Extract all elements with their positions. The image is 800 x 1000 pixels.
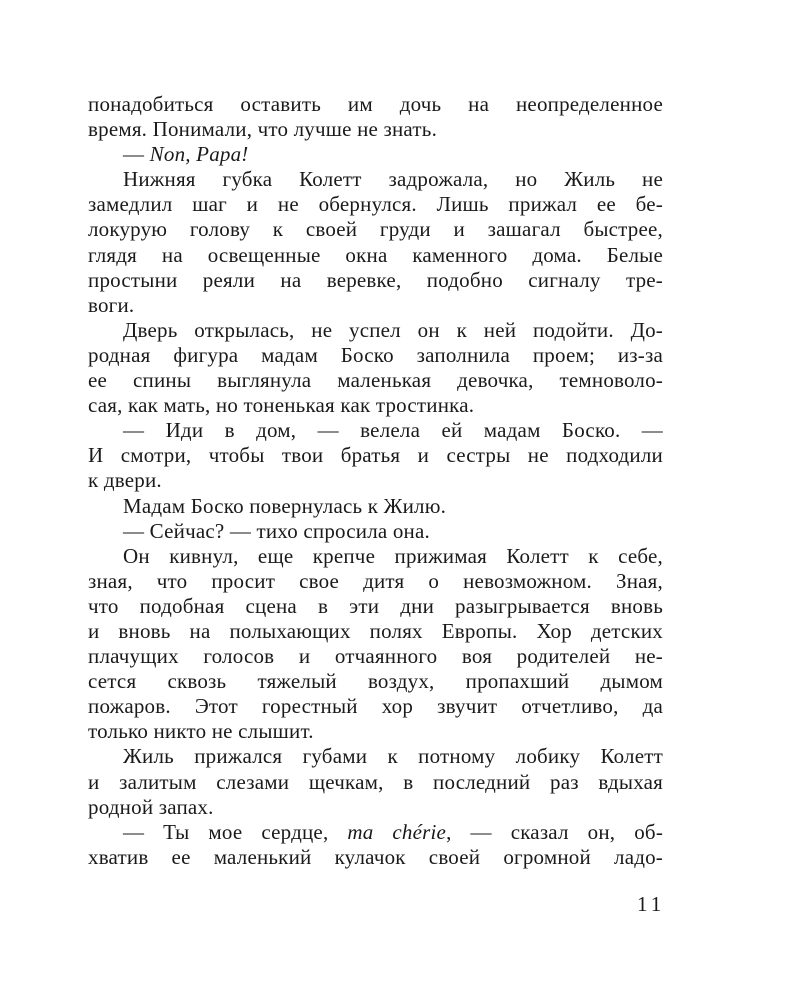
dialogue-text: — Ты мое сердце,: [123, 819, 348, 844]
text-line: зная, что просит свое дитя о невозможном. Зная,: [88, 568, 663, 593]
text-line: что подобная сцена в эти дни разыгрывается вновь: [88, 593, 663, 618]
text-line: родной запах.: [88, 794, 214, 819]
paragraph-first-line: Дверь открылась, не успел он к ней подойти. До-: [123, 317, 663, 342]
text-line: только никто не слышит.: [88, 719, 314, 744]
text-line: воги.: [88, 292, 135, 317]
text-line: к двери.: [88, 468, 162, 493]
text-line: И смотри, чтобы твои братья и сестры не подходили: [88, 443, 663, 468]
paragraph-first-line: Нижняя губка Колетт задрожала, но Жиль не: [123, 167, 663, 192]
text-line: пожаров. Этот горестный хор звучит отчетливо, да: [88, 694, 663, 719]
text-line: локурую голову к своей груди и зашагал быстрее,: [88, 217, 663, 242]
dialogue-line: — Иди в дом, — велела ей мадам Боско. —: [123, 418, 663, 443]
text-line: хватив ее маленький кулачок своей огромной ладо-: [88, 844, 663, 869]
italic-phrase-ma-cherie: ma chérie: [347, 819, 447, 844]
italic-phrase-non-papa: Non, Papa!: [149, 142, 249, 167]
text-line: ее спины выглянула маленькая девочка, темноволо-: [88, 368, 663, 393]
text-line: понадобиться оставить им дочь на неопределенное: [88, 92, 663, 116]
text-line: глядя на освещенные окна каменного дома. Белые: [88, 242, 663, 267]
text-line: замедлил шаг и не обернулся. Лишь прижал ее бе-: [88, 192, 663, 217]
dialogue-text: , — сказал он, об-: [446, 819, 664, 844]
page-number: 11: [637, 892, 666, 916]
book-page-text: [88, 92, 663, 870]
text-line: и вновь на полыхающих полях Европы. Хор детских: [88, 618, 663, 643]
text-line: родная фигура мадам Боско заполнила проем; из-за: [88, 342, 663, 367]
text-line: сется сквозь тяжелый воздух, пропахший дымом: [88, 669, 663, 694]
paragraph-first-line: Он кивнул, еще крепче прижимая Колетт к себе,: [123, 543, 663, 568]
dialogue-line: — Сейчас? — тихо спросила она.: [123, 518, 430, 543]
paragraph-first-line: Жиль прижался губами к потному лобику Колетт: [123, 744, 663, 769]
text-line: простыни реяли на веревке, подобно сигналу тре-: [88, 267, 663, 292]
text-line: и залитым слезами щечкам, в последний раз вдыхая: [88, 769, 663, 794]
dialogue-line: [88, 142, 663, 167]
text-line: плачущих голосов и отчаянного воя родителей не-: [88, 644, 663, 669]
paragraph-first-line: Мадам Боско повернулась к Жилю.: [123, 493, 447, 518]
text-line: время. Понимали, что лучше не знать.: [88, 117, 438, 142]
dialogue-line: [88, 820, 663, 845]
dialogue-dash: —: [123, 142, 150, 167]
text-line: сая, как мать, но тоненькая как тростинка.: [88, 393, 475, 418]
